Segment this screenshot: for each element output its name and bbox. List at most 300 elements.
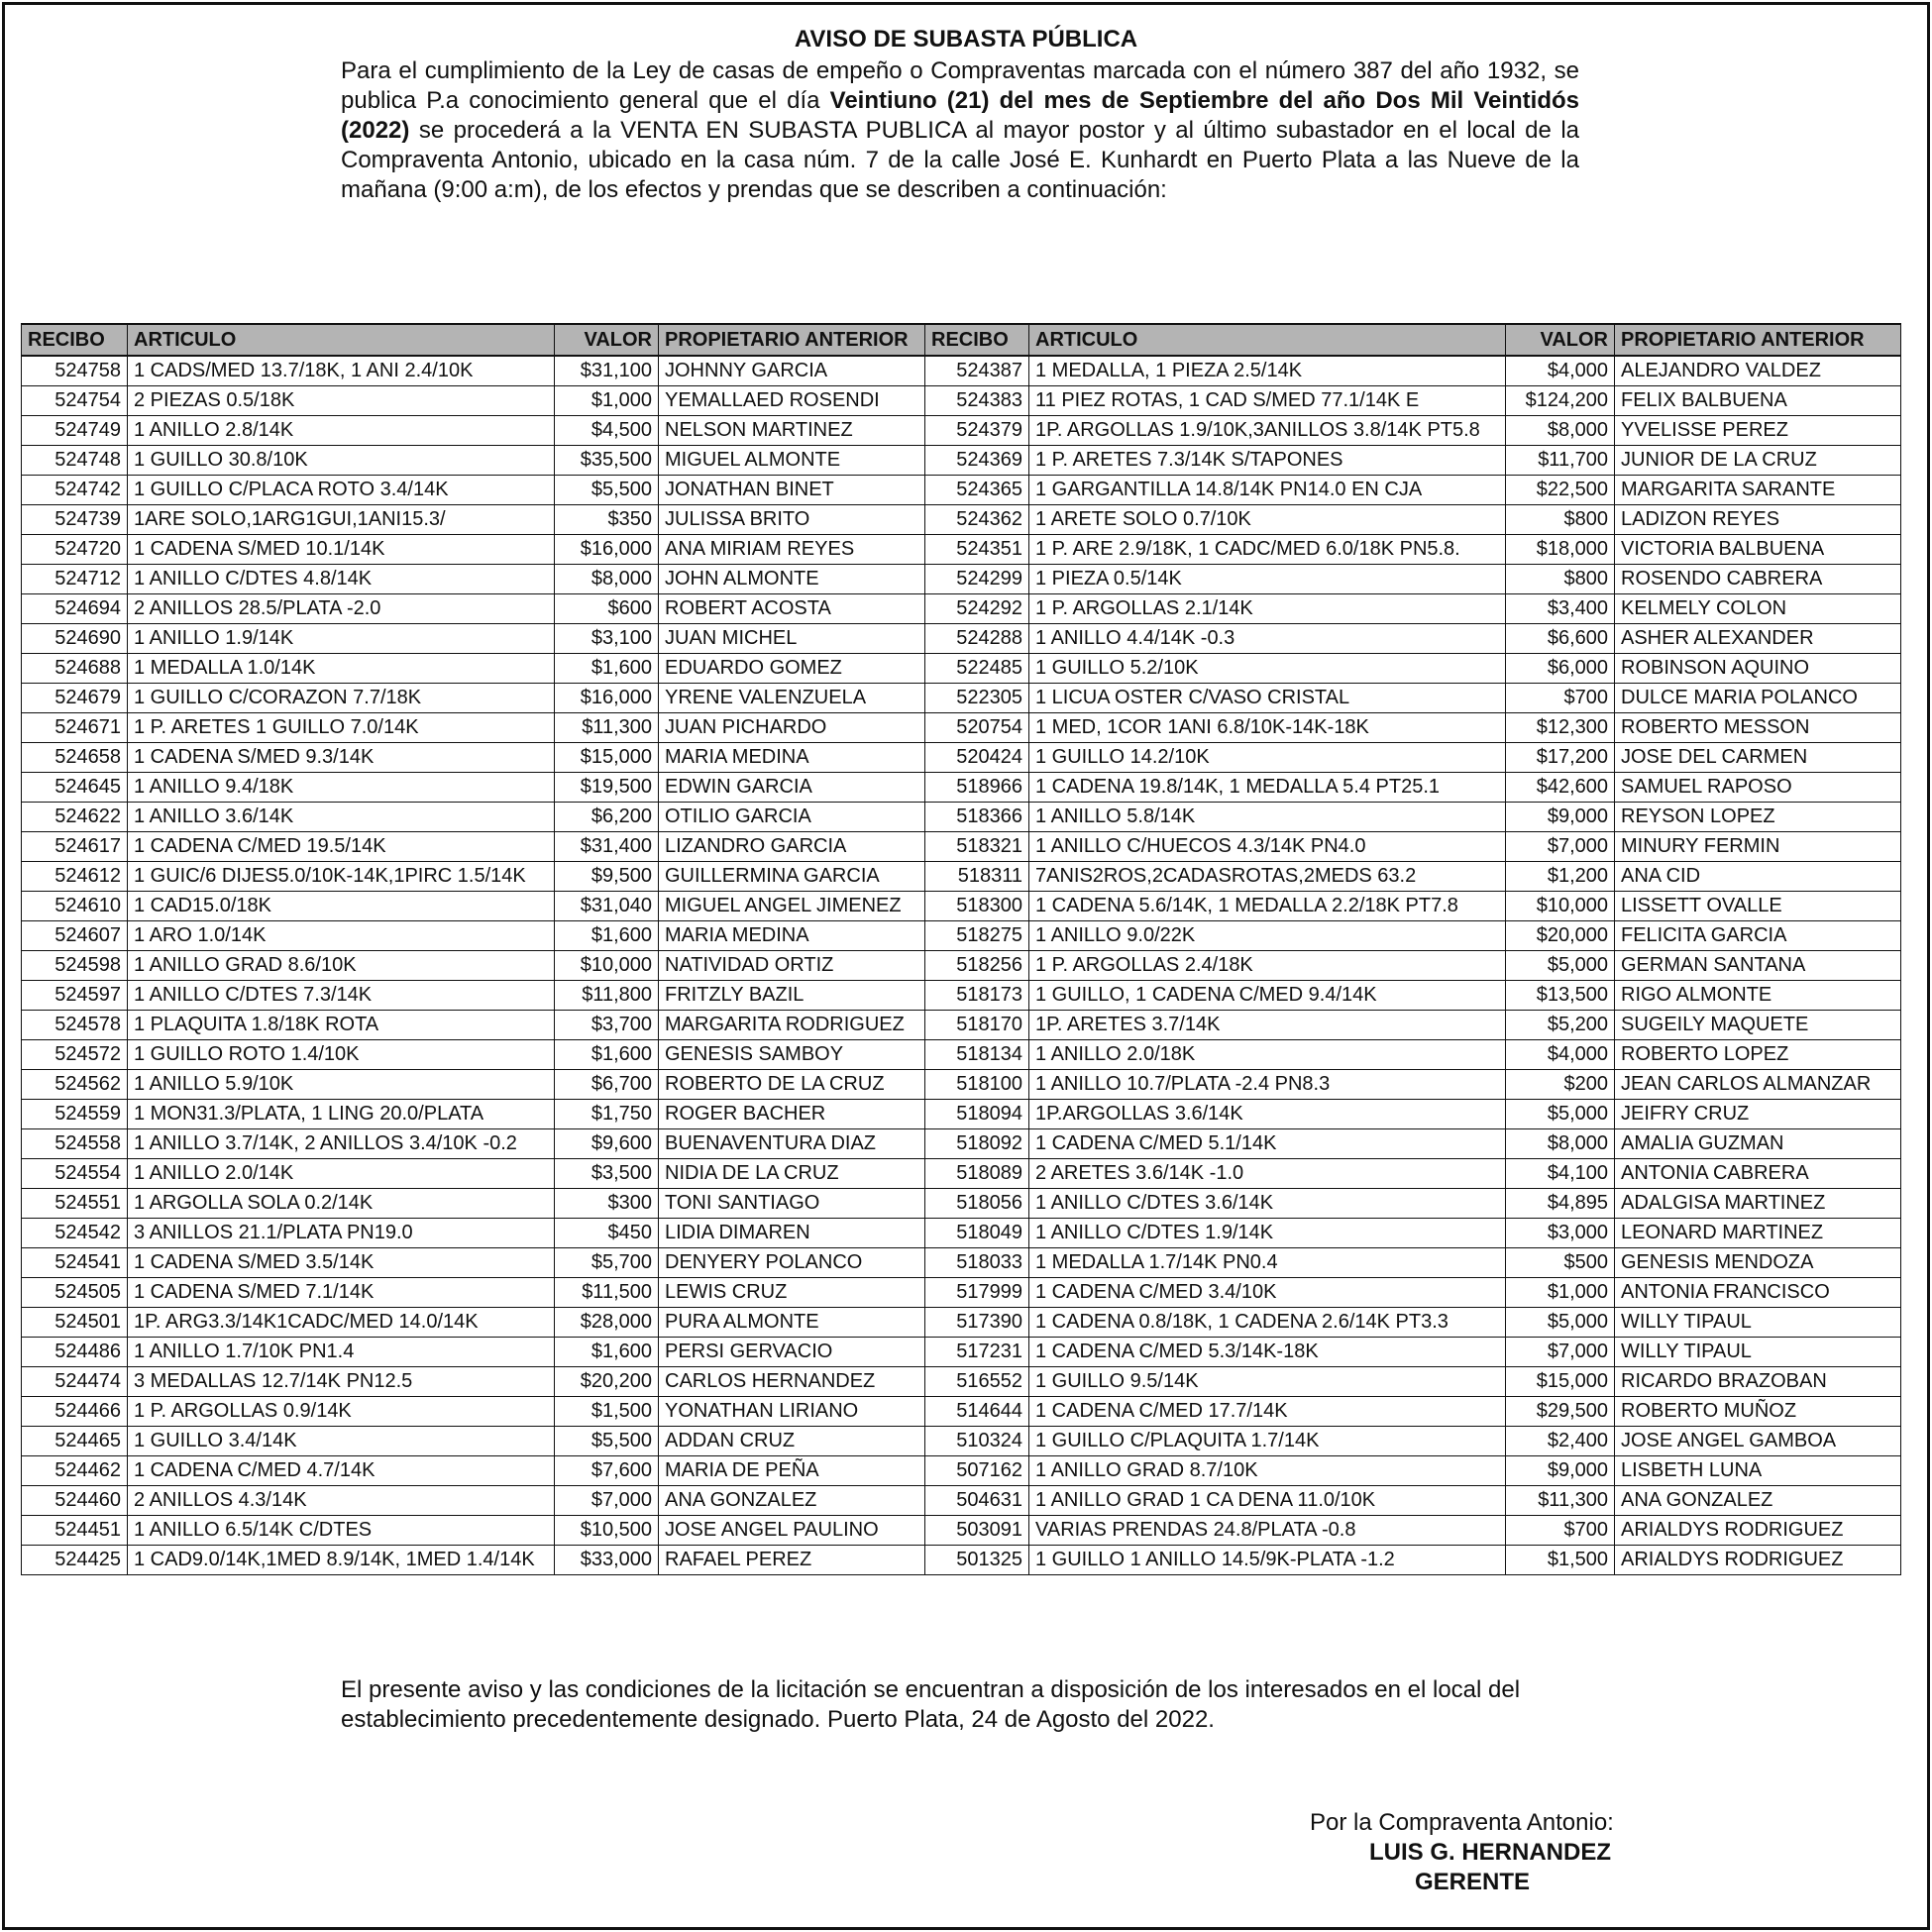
auction-date: Veintiuno (21) del mes de Septiembre del año Dos Mil Veintidós (2022) — [341, 87, 1580, 144]
propietario-cell: ROBERT ACOSTA — [659, 594, 925, 624]
recibo-cell: 510324 — [925, 1427, 1029, 1456]
auction-items-table — [21, 323, 1901, 1575]
propietario-cell: MARGARITA RODRIGUEZ — [659, 1011, 925, 1040]
table-row — [22, 713, 1901, 743]
recibo-cell: 524362 — [925, 505, 1029, 535]
recibo-cell: 524645 — [22, 773, 128, 803]
propietario-cell: WILLY TIPAUL — [1615, 1308, 1901, 1338]
recibo-cell: 522485 — [925, 654, 1029, 684]
articulo-cell: 1 GUILLO 1 ANILLO 14.5/9K-PLATA -1.2 — [1029, 1546, 1506, 1575]
recibo-cell: 516552 — [925, 1367, 1029, 1397]
recibo-cell: 518366 — [925, 803, 1029, 832]
header-recibo: RECIBO — [22, 324, 128, 356]
articulo-cell: 1 GUILLO 14.2/10K — [1029, 743, 1506, 773]
valor-cell: $700 — [1506, 1516, 1615, 1546]
recibo-cell: 524554 — [22, 1159, 128, 1189]
articulo-cell: 1 ANILLO 5.9/10K — [128, 1070, 555, 1100]
propietario-cell: LEONARD MARTINEZ — [1615, 1219, 1901, 1248]
propietario-cell: ROGER BACHER — [659, 1100, 925, 1129]
valor-cell: $200 — [1506, 1070, 1615, 1100]
propietario-cell: JONATHAN BINET — [659, 476, 925, 505]
recibo-cell: 501325 — [925, 1546, 1029, 1575]
propietario-cell: VICTORIA BALBUENA — [1615, 535, 1901, 565]
propietario-cell: LADIZON REYES — [1615, 505, 1901, 535]
articulo-cell: 1 GUILLO 9.5/14K — [1029, 1367, 1506, 1397]
articulo-cell: 1 ARETE SOLO 0.7/10K — [1029, 505, 1506, 535]
articulo-cell: 1 CADENA S/MED 10.1/14K — [128, 535, 555, 565]
table-row — [22, 1456, 1901, 1486]
articulo-cell: 1 GUILLO C/PLACA ROTO 3.4/14K — [128, 476, 555, 505]
articulo-cell: 1 CADENA S/MED 3.5/14K — [128, 1248, 555, 1278]
recibo-cell: 520754 — [925, 713, 1029, 743]
recibo-cell: 522305 — [925, 684, 1029, 713]
valor-cell: $6,700 — [555, 1070, 659, 1100]
articulo-cell: 1 ANILLO 2.0/18K — [1029, 1040, 1506, 1070]
table-row — [22, 1070, 1901, 1100]
articulo-cell: 1P. ARG3.3/14K1CADC/MED 14.0/14K — [128, 1308, 555, 1338]
articulo-cell: 1P. ARETES 3.7/14K — [1029, 1011, 1506, 1040]
table-row — [22, 773, 1901, 803]
propietario-cell: RAFAEL PEREZ — [659, 1546, 925, 1575]
articulo-cell: 1 ANILLO 10.7/PLATA -2.4 PN8.3 — [1029, 1070, 1506, 1100]
recibo-cell: 518311 — [925, 862, 1029, 892]
table-row — [22, 803, 1901, 832]
recibo-cell: 524505 — [22, 1278, 128, 1308]
header-valor: VALOR — [555, 324, 659, 356]
valor-cell: $16,000 — [555, 684, 659, 713]
valor-cell: $2,400 — [1506, 1427, 1615, 1456]
articulo-cell: 1 CAD15.0/18K — [128, 892, 555, 921]
recibo-cell: 514644 — [925, 1397, 1029, 1427]
propietario-cell: ROBERTO LOPEZ — [1615, 1040, 1901, 1070]
propietario-cell: JUNIOR DE LA CRUZ — [1615, 446, 1901, 476]
recibo-cell: 524474 — [22, 1367, 128, 1397]
recibo-cell: 518170 — [925, 1011, 1029, 1040]
valor-cell: $20,000 — [1506, 921, 1615, 951]
articulo-cell: 1 ANILLO C/HUECOS 4.3/14K PN4.0 — [1029, 832, 1506, 862]
propietario-cell: MARGARITA SARANTE — [1615, 476, 1901, 505]
table-row — [22, 356, 1901, 386]
articulo-cell: 1 MED, 1COR 1ANI 6.8/10K-14K-18K — [1029, 713, 1506, 743]
articulo-cell: 1 CADENA C/MED 5.3/14K-18K — [1029, 1338, 1506, 1367]
valor-cell: $3,100 — [555, 624, 659, 654]
propietario-cell: SAMUEL RAPOSO — [1615, 773, 1901, 803]
valor-cell: $42,600 — [1506, 773, 1615, 803]
propietario-cell: LEWIS CRUZ — [659, 1278, 925, 1308]
propietario-cell: ADDAN CRUZ — [659, 1427, 925, 1456]
recibo-cell: 524712 — [22, 565, 128, 594]
articulo-cell: 1 ANILLO C/DTES 7.3/14K — [128, 981, 555, 1011]
articulo-cell: 1 P. ARETES 1 GUILLO 7.0/14K — [128, 713, 555, 743]
recibo-cell: 524292 — [925, 594, 1029, 624]
recibo-cell: 517231 — [925, 1338, 1029, 1367]
propietario-cell: JOSE DEL CARMEN — [1615, 743, 1901, 773]
valor-cell: $1,750 — [555, 1100, 659, 1129]
recibo-cell: 524617 — [22, 832, 128, 862]
articulo-cell: 1 ARGOLLA SOLA 0.2/14K — [128, 1189, 555, 1219]
valor-cell: $1,600 — [555, 921, 659, 951]
table-row — [22, 416, 1901, 446]
propietario-cell: PURA ALMONTE — [659, 1308, 925, 1338]
recibo-cell: 517390 — [925, 1308, 1029, 1338]
table-row — [22, 684, 1901, 713]
valor-cell: $6,000 — [1506, 654, 1615, 684]
articulo-cell: 1 GUILLO, 1 CADENA C/MED 9.4/14K — [1029, 981, 1506, 1011]
articulo-cell: 1 GUIC/6 DIJES5.0/10K-14K,1PIRC 1.5/14K — [128, 862, 555, 892]
propietario-cell: PERSI GERVACIO — [659, 1338, 925, 1367]
propietario-cell: FELICITA GARCIA — [1615, 921, 1901, 951]
articulo-cell: 1 MEDALLA 1.7/14K PN0.4 — [1029, 1248, 1506, 1278]
recibo-cell: 524288 — [925, 624, 1029, 654]
articulo-cell: 2 ARETES 3.6/14K -1.0 — [1029, 1159, 1506, 1189]
propietario-cell: JOHNNY GARCIA — [659, 356, 925, 386]
recibo-cell: 518056 — [925, 1189, 1029, 1219]
articulo-cell: 1 ANILLO 5.8/14K — [1029, 803, 1506, 832]
articulo-cell: 1 ANILLO 3.7/14K, 2 ANILLOS 3.4/10K -0.2 — [128, 1129, 555, 1159]
table-row — [22, 594, 1901, 624]
recibo-cell: 524749 — [22, 416, 128, 446]
recibo-cell: 524460 — [22, 1486, 128, 1516]
articulo-cell: 1 ANILLO C/DTES 4.8/14K — [128, 565, 555, 594]
valor-cell: $11,500 — [555, 1278, 659, 1308]
propietario-cell: GENESIS SAMBOY — [659, 1040, 925, 1070]
articulo-cell: 1 P. ARETES 7.3/14K S/TAPONES — [1029, 446, 1506, 476]
recibo-cell: 524559 — [22, 1100, 128, 1129]
articulo-cell: 1 CADENA S/MED 9.3/14K — [128, 743, 555, 773]
articulo-cell: 1 GUILLO C/PLAQUITA 1.7/14K — [1029, 1427, 1506, 1456]
valor-cell: $11,300 — [1506, 1486, 1615, 1516]
table-row — [22, 1129, 1901, 1159]
articulo-cell: 1 GUILLO C/CORAZON 7.7/18K — [128, 684, 555, 713]
propietario-cell: ANA GONZALEZ — [659, 1486, 925, 1516]
recibo-cell: 503091 — [925, 1516, 1029, 1546]
table-row — [22, 654, 1901, 684]
valor-cell: $12,300 — [1506, 713, 1615, 743]
valor-cell: $7,600 — [555, 1456, 659, 1486]
articulo-cell: 1 CADENA 5.6/14K, 1 MEDALLA 2.2/18K PT7.8 — [1029, 892, 1506, 921]
recibo-cell: 524562 — [22, 1070, 128, 1100]
articulo-cell: 2 ANILLOS 4.3/14K — [128, 1486, 555, 1516]
table-row — [22, 862, 1901, 892]
table-row — [22, 1338, 1901, 1367]
valor-cell: $1,600 — [555, 1040, 659, 1070]
valor-cell: $5,000 — [1506, 1308, 1615, 1338]
valor-cell: $8,000 — [1506, 416, 1615, 446]
articulo-cell: 1 ANILLO 9.4/18K — [128, 773, 555, 803]
valor-cell: $1,500 — [1506, 1546, 1615, 1575]
propietario-cell: YRENE VALENZUELA — [659, 684, 925, 713]
propietario-cell: EDUARDO GOMEZ — [659, 654, 925, 684]
recibo-cell: 524578 — [22, 1011, 128, 1040]
valor-cell: $700 — [1506, 684, 1615, 713]
recibo-cell: 524671 — [22, 713, 128, 743]
propietario-cell: NATIVIDAD ORTIZ — [659, 951, 925, 981]
articulo-cell: 1 P. ARGOLLAS 2.1/14K — [1029, 594, 1506, 624]
propietario-cell: DENYERY POLANCO — [659, 1248, 925, 1278]
propietario-cell: MARIA MEDINA — [659, 743, 925, 773]
valor-cell: $5,000 — [1506, 951, 1615, 981]
table-row — [22, 505, 1901, 535]
propietario-cell: NELSON MARTINEZ — [659, 416, 925, 446]
propietario-cell: GUILLERMINA GARCIA — [659, 862, 925, 892]
recibo-cell: 524387 — [925, 356, 1029, 386]
valor-cell: $4,500 — [555, 416, 659, 446]
recibo-cell: 524466 — [22, 1397, 128, 1427]
articulo-cell: 1 MEDALLA, 1 PIEZA 2.5/14K — [1029, 356, 1506, 386]
recibo-cell: 524742 — [22, 476, 128, 505]
valor-cell: $10,000 — [555, 951, 659, 981]
header-propietario: PROPIETARIO ANTERIOR — [659, 324, 925, 356]
valor-cell: $1,500 — [555, 1397, 659, 1427]
propietario-cell: GERMAN SANTANA — [1615, 951, 1901, 981]
valor-cell: $3,700 — [555, 1011, 659, 1040]
recibo-cell: 524758 — [22, 356, 128, 386]
valor-cell: $9,600 — [555, 1129, 659, 1159]
table-row — [22, 476, 1901, 505]
recibo-cell: 518092 — [925, 1129, 1029, 1159]
recibo-cell: 524365 — [925, 476, 1029, 505]
articulo-cell: 1 CADENA C/MED 19.5/14K — [128, 832, 555, 862]
page-title: AVISO DE SUBASTA PÚBLICA — [794, 26, 1138, 53]
table-row — [22, 1219, 1901, 1248]
table-row — [22, 1248, 1901, 1278]
table-row — [22, 743, 1901, 773]
propietario-cell: NIDIA DE LA CRUZ — [659, 1159, 925, 1189]
propietario-cell: JEIFRY CRUZ — [1615, 1100, 1901, 1129]
propietario-cell: REYSON LOPEZ — [1615, 803, 1901, 832]
valor-cell: $350 — [555, 505, 659, 535]
articulo-cell: 1 ANILLO GRAD 8.7/10K — [1029, 1456, 1506, 1486]
recibo-cell: 524607 — [22, 921, 128, 951]
recibo-cell: 524748 — [22, 446, 128, 476]
valor-cell: $1,600 — [555, 654, 659, 684]
articulo-cell: 1 MEDALLA 1.0/14K — [128, 654, 555, 684]
propietario-cell: AMALIA GUZMAN — [1615, 1129, 1901, 1159]
table-row — [22, 624, 1901, 654]
articulo-cell: 1 CADENA C/MED 3.4/10K — [1029, 1278, 1506, 1308]
articulo-cell: 1 P. ARE 2.9/18K, 1 CADC/MED 6.0/18K PN5.8. — [1029, 535, 1506, 565]
propietario-cell: MARIA DE PEÑA — [659, 1456, 925, 1486]
recibo-cell: 520424 — [925, 743, 1029, 773]
table-header-row — [22, 324, 1901, 356]
valor-cell: $9,000 — [1506, 1456, 1615, 1486]
recibo-cell: 524612 — [22, 862, 128, 892]
recibo-cell: 518089 — [925, 1159, 1029, 1189]
recibo-cell: 524541 — [22, 1248, 128, 1278]
propietario-cell: YEMALLAED ROSENDI — [659, 386, 925, 416]
articulo-cell: 1 CADENA S/MED 7.1/14K — [128, 1278, 555, 1308]
valor-cell: $800 — [1506, 565, 1615, 594]
recibo-cell: 518049 — [925, 1219, 1029, 1248]
valor-cell: $3,000 — [1506, 1219, 1615, 1248]
propietario-cell: MARIA MEDINA — [659, 921, 925, 951]
propietario-cell: ROBERTO DE LA CRUZ — [659, 1070, 925, 1100]
propietario-cell: ROSENDO CABRERA — [1615, 565, 1901, 594]
recibo-cell: 518275 — [925, 921, 1029, 951]
table-body — [22, 356, 1901, 1575]
articulo-cell: 1 P. ARGOLLAS 2.4/18K — [1029, 951, 1506, 981]
valor-cell: $124,200 — [1506, 386, 1615, 416]
valor-cell: $6,200 — [555, 803, 659, 832]
articulo-cell: 1 ANILLO 2.0/14K — [128, 1159, 555, 1189]
header-articulo-2: ARTICULO — [1029, 324, 1506, 356]
valor-cell: $300 — [555, 1189, 659, 1219]
propietario-cell: ANA MIRIAM REYES — [659, 535, 925, 565]
propietario-cell: ANA GONZALEZ — [1615, 1486, 1901, 1516]
valor-cell: $7,000 — [1506, 832, 1615, 862]
valor-cell: $600 — [555, 594, 659, 624]
header-recibo-2: RECIBO — [925, 324, 1029, 356]
propietario-cell: WILLY TIPAUL — [1615, 1338, 1901, 1367]
propietario-cell: SUGEILY MAQUETE — [1615, 1011, 1901, 1040]
recibo-cell: 518100 — [925, 1070, 1029, 1100]
header-valor-2: VALOR — [1506, 324, 1615, 356]
recibo-cell: 524690 — [22, 624, 128, 654]
valor-cell: $1,000 — [1506, 1278, 1615, 1308]
recibo-cell: 518033 — [925, 1248, 1029, 1278]
recibo-cell: 524598 — [22, 951, 128, 981]
header-propietario-2: PROPIETARIO ANTERIOR — [1615, 324, 1901, 356]
valor-cell: $9,000 — [1506, 803, 1615, 832]
valor-cell: $8,000 — [1506, 1129, 1615, 1159]
propietario-cell: ADALGISA MARTINEZ — [1615, 1189, 1901, 1219]
signature-role: GERENTE — [1415, 1869, 1531, 1895]
propietario-cell: ASHER ALEXANDER — [1615, 624, 1901, 654]
recibo-cell: 524754 — [22, 386, 128, 416]
articulo-cell: VARIAS PRENDAS 24.8/PLATA -0.8 — [1029, 1516, 1506, 1546]
articulo-cell: 1P.ARGOLLAS 3.6/14K — [1029, 1100, 1506, 1129]
propietario-cell: GENESIS MENDOZA — [1615, 1248, 1901, 1278]
propietario-cell: LIZANDRO GARCIA — [659, 832, 925, 862]
table-row — [22, 1367, 1901, 1397]
intro-paragraph — [341, 56, 1579, 205]
articulo-cell: 1 PLAQUITA 1.8/18K ROTA — [128, 1011, 555, 1040]
valor-cell: $4,100 — [1506, 1159, 1615, 1189]
valor-cell: $500 — [1506, 1248, 1615, 1278]
articulo-cell: 1 LICUA OSTER C/VASO CRISTAL — [1029, 684, 1506, 713]
recibo-cell: 524465 — [22, 1427, 128, 1456]
table-row — [22, 565, 1901, 594]
articulo-cell: 1 ANILLO 9.0/22K — [1029, 921, 1506, 951]
articulo-cell: 1ARE SOLO,1ARG1GUI,1ANI15.3/ — [128, 505, 555, 535]
propietario-cell: JEAN CARLOS ALMANZAR — [1615, 1070, 1901, 1100]
closing-paragraph: El presente aviso y las condiciones de la licitación se encuentran a disposición de los interesados en el local del establecimiento precedentemente designado. Puerto Plata, 24 de Agosto del 2022. — [341, 1676, 1521, 1733]
articulo-cell: 2 PIEZAS 0.5/18K — [128, 386, 555, 416]
recibo-cell: 518094 — [925, 1100, 1029, 1129]
recibo-cell: 518966 — [925, 773, 1029, 803]
valor-cell: $6,600 — [1506, 624, 1615, 654]
propietario-cell: ANA CID — [1615, 862, 1901, 892]
articulo-cell: 1 ANILLO GRAD 1 CA DENA 11.0/10K — [1029, 1486, 1506, 1516]
recibo-cell: 507162 — [925, 1456, 1029, 1486]
recibo-cell: 524542 — [22, 1219, 128, 1248]
articulo-cell: 1 ANILLO 1.7/10K PN1.4 — [128, 1338, 555, 1367]
articulo-cell: 1 MON31.3/PLATA, 1 LING 20.0/PLATA — [128, 1100, 555, 1129]
recibo-cell: 518256 — [925, 951, 1029, 981]
propietario-cell: MIGUEL ANGEL JIMENEZ — [659, 892, 925, 921]
propietario-cell: MINURY FERMIN — [1615, 832, 1901, 862]
articulo-cell: 1 P. ARGOLLAS 0.9/14K — [128, 1397, 555, 1427]
propietario-cell: EDWIN GARCIA — [659, 773, 925, 803]
table-row — [22, 1011, 1901, 1040]
valor-cell: $4,895 — [1506, 1189, 1615, 1219]
valor-cell: $22,500 — [1506, 476, 1615, 505]
valor-cell: $15,000 — [1506, 1367, 1615, 1397]
valor-cell: $5,500 — [555, 1427, 659, 1456]
valor-cell: $16,000 — [555, 535, 659, 565]
valor-cell: $13,500 — [1506, 981, 1615, 1011]
recibo-cell: 524379 — [925, 416, 1029, 446]
articulo-cell: 1 CADENA C/MED 17.7/14K — [1029, 1397, 1506, 1427]
table-row — [22, 951, 1901, 981]
propietario-cell: BUENAVENTURA DIAZ — [659, 1129, 925, 1159]
valor-cell: $11,800 — [555, 981, 659, 1011]
table-row — [22, 1546, 1901, 1575]
recibo-cell: 524299 — [925, 565, 1029, 594]
propietario-cell: LISBETH LUNA — [1615, 1456, 1901, 1486]
table-row — [22, 1100, 1901, 1129]
propietario-cell: ALEJANDRO VALDEZ — [1615, 356, 1901, 386]
table-row — [22, 921, 1901, 951]
valor-cell: $1,600 — [555, 1338, 659, 1367]
propietario-cell: CARLOS HERNANDEZ — [659, 1367, 925, 1397]
articulo-cell: 1 GUILLO 3.4/14K — [128, 1427, 555, 1456]
recibo-cell: 518321 — [925, 832, 1029, 862]
recibo-cell: 524572 — [22, 1040, 128, 1070]
articulo-cell: 1 ANILLO C/DTES 3.6/14K — [1029, 1189, 1506, 1219]
valor-cell: $18,000 — [1506, 535, 1615, 565]
propietario-cell: RIGO ALMONTE — [1615, 981, 1901, 1011]
articulo-cell: 1 PIEZA 0.5/14K — [1029, 565, 1506, 594]
propietario-cell: FELIX BALBUENA — [1615, 386, 1901, 416]
valor-cell: $7,000 — [1506, 1338, 1615, 1367]
table-row — [22, 1516, 1901, 1546]
articulo-cell: 1 ANILLO C/DTES 1.9/14K — [1029, 1219, 1506, 1248]
articulo-cell: 1 GARGANTILLA 14.8/14K PN14.0 EN CJA — [1029, 476, 1506, 505]
valor-cell: $5,500 — [555, 476, 659, 505]
articulo-cell: 1 CADENA C/MED 4.7/14K — [128, 1456, 555, 1486]
valor-cell: $5,000 — [1506, 1100, 1615, 1129]
intro-text-part1: Para el cumplimiento de la Ley de casas de empeño o Compraventas marcada con el número 387 del año 1932, se publica P.a conocimiento general que el día — [341, 57, 1579, 114]
recibo-cell: 524501 — [22, 1308, 128, 1338]
table-row — [22, 1189, 1901, 1219]
recibo-cell: 524610 — [22, 892, 128, 921]
recibo-cell: 524597 — [22, 981, 128, 1011]
valor-cell: $19,500 — [555, 773, 659, 803]
table-row — [22, 1308, 1901, 1338]
articulo-cell: 1 CADS/MED 13.7/18K, 1 ANI 2.4/10K — [128, 356, 555, 386]
articulo-cell: 1 ARO 1.0/14K — [128, 921, 555, 951]
recibo-cell: 524739 — [22, 505, 128, 535]
propietario-cell: JOSE ANGEL PAULINO — [659, 1516, 925, 1546]
propietario-cell: ROBERTO MUÑOZ — [1615, 1397, 1901, 1427]
valor-cell: $10,500 — [555, 1516, 659, 1546]
articulo-cell: 1 GUILLO 5.2/10K — [1029, 654, 1506, 684]
articulo-cell: 3 ANILLOS 21.1/PLATA PN19.0 — [128, 1219, 555, 1248]
valor-cell: $5,700 — [555, 1248, 659, 1278]
propietario-cell: ANTONIA CABRERA — [1615, 1159, 1901, 1189]
signature-intro: Por la Compraventa Antonio: — [1310, 1809, 1614, 1836]
propietario-cell: JUAN MICHEL — [659, 624, 925, 654]
propietario-cell: YONATHAN LIRIANO — [659, 1397, 925, 1427]
valor-cell: $31,400 — [555, 832, 659, 862]
recibo-cell: 524383 — [925, 386, 1029, 416]
recibo-cell: 518300 — [925, 892, 1029, 921]
propietario-cell: JOSE ANGEL GAMBOA — [1615, 1427, 1901, 1456]
valor-cell: $1,000 — [555, 386, 659, 416]
recibo-cell: 517999 — [925, 1278, 1029, 1308]
articulo-cell: 1 ANILLO 3.6/14K — [128, 803, 555, 832]
